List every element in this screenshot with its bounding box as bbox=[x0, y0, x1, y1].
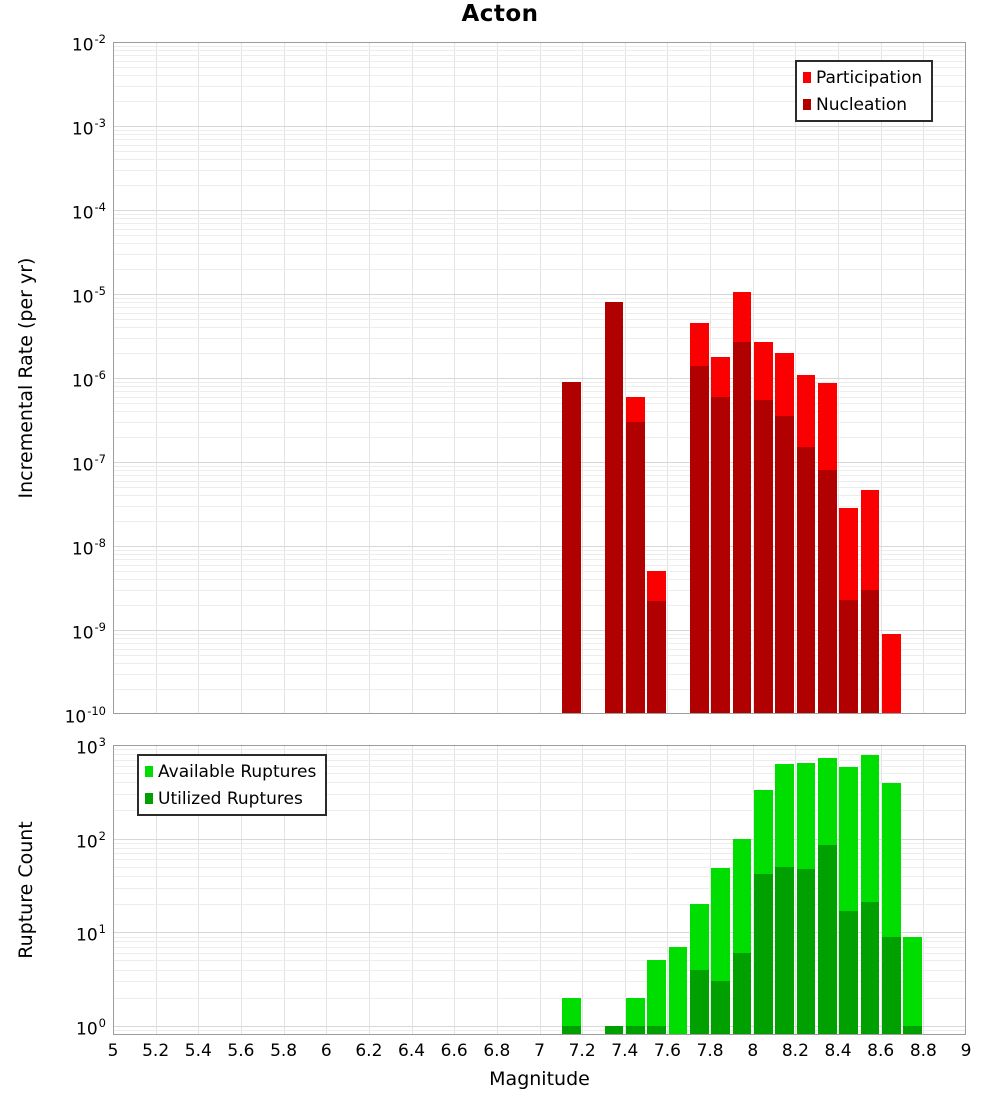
minor-gridline bbox=[114, 386, 965, 387]
y-tick-exponent: 2 bbox=[98, 828, 106, 843]
y-tick-exponent: -8 bbox=[94, 536, 106, 550]
y-tick-label bbox=[26, 449, 106, 477]
minor-gridline bbox=[114, 998, 965, 999]
minor-gridline bbox=[114, 159, 965, 160]
minor-gridline bbox=[114, 579, 965, 580]
vertical-gridline bbox=[412, 746, 413, 1034]
minor-gridline bbox=[114, 571, 965, 572]
utilized-ruptures-swatch-icon bbox=[145, 793, 153, 804]
minor-gridline bbox=[114, 981, 965, 982]
y-tick-label bbox=[26, 197, 106, 225]
nucleation-swatch-icon bbox=[803, 99, 811, 110]
y-tick-label bbox=[26, 701, 106, 729]
x-tick-label: 5.6 bbox=[227, 1041, 255, 1061]
top-legend bbox=[795, 60, 933, 122]
utilized-ruptures-bar bbox=[733, 953, 752, 1034]
nucleation-bar bbox=[647, 601, 666, 713]
utilized-ruptures-bar bbox=[861, 902, 880, 1034]
chart-title: Acton bbox=[461, 1, 539, 27]
minor-gridline bbox=[114, 904, 965, 905]
x-tick-label: 8.4 bbox=[824, 1041, 852, 1061]
y-tick-exponent: -4 bbox=[94, 200, 106, 214]
minor-gridline bbox=[114, 223, 965, 224]
participation-swatch-icon bbox=[803, 72, 811, 83]
y-tick-label bbox=[26, 617, 106, 645]
minor-gridline bbox=[114, 565, 965, 566]
minor-gridline bbox=[114, 302, 965, 303]
y-tick-exponent: -7 bbox=[94, 452, 106, 466]
nucleation-bar bbox=[775, 416, 794, 713]
minor-gridline bbox=[114, 937, 965, 938]
y-tick-exponent: -9 bbox=[94, 620, 106, 634]
minor-gridline bbox=[114, 506, 965, 507]
minor-gridline bbox=[114, 843, 965, 844]
x-tick-label: 9 bbox=[960, 1041, 972, 1061]
y-tick-exponent: 0 bbox=[98, 1015, 106, 1030]
y-tick-base: 10 bbox=[71, 287, 94, 308]
bottom-legend bbox=[137, 754, 327, 816]
legend-label-nucleation: Nucleation bbox=[816, 94, 908, 115]
y-tick-base: 10 bbox=[71, 203, 94, 224]
x-tick-label: 5 bbox=[107, 1041, 119, 1061]
legend-label-utilized-ruptures: Utilized Ruptures bbox=[158, 788, 303, 809]
utilized-ruptures-bar bbox=[754, 874, 773, 1034]
top-y-axis-title: Incremental Rate (per yr) bbox=[15, 257, 37, 499]
minor-gridline bbox=[114, 353, 965, 354]
minor-gridline bbox=[114, 397, 965, 398]
vertical-gridline bbox=[497, 746, 498, 1034]
y-tick-exponent: -2 bbox=[94, 32, 106, 46]
available-ruptures-bar bbox=[903, 937, 922, 1034]
minor-gridline bbox=[114, 649, 965, 650]
minor-gridline bbox=[114, 50, 965, 51]
minor-gridline bbox=[114, 550, 965, 551]
utilized-ruptures-bar bbox=[775, 867, 794, 1034]
vertical-gridline bbox=[582, 746, 583, 1034]
major-gridline bbox=[114, 932, 965, 933]
utilized-ruptures-bar bbox=[797, 869, 816, 1034]
vertical-gridline bbox=[454, 746, 455, 1034]
nucleation-bar bbox=[797, 447, 816, 713]
utilized-ruptures-bar bbox=[711, 981, 730, 1034]
y-tick-base: 10 bbox=[64, 707, 87, 728]
minor-gridline bbox=[114, 422, 965, 423]
legend-item-available-ruptures bbox=[145, 758, 316, 785]
x-tick-label: 6.6 bbox=[440, 1041, 468, 1061]
y-tick-label bbox=[26, 919, 106, 947]
y-tick-exponent: 1 bbox=[98, 922, 106, 937]
y-tick-base: 10 bbox=[71, 371, 94, 392]
minor-gridline bbox=[114, 170, 965, 171]
available-ruptures-swatch-icon bbox=[145, 766, 153, 777]
utilized-ruptures-bar bbox=[562, 1026, 581, 1034]
x-tick-label: 8.2 bbox=[781, 1041, 809, 1061]
major-gridline bbox=[114, 546, 965, 547]
x-tick-label: 5.4 bbox=[184, 1041, 212, 1061]
vertical-gridline bbox=[369, 746, 370, 1034]
minor-gridline bbox=[114, 307, 965, 308]
nucleation-bar bbox=[754, 400, 773, 713]
minor-gridline bbox=[114, 235, 965, 236]
y-tick-label bbox=[26, 281, 106, 309]
minor-gridline bbox=[114, 134, 965, 135]
minor-gridline bbox=[114, 391, 965, 392]
minor-gridline bbox=[114, 663, 965, 664]
minor-gridline bbox=[114, 145, 965, 146]
minor-gridline bbox=[114, 55, 965, 56]
major-gridline bbox=[114, 839, 965, 840]
y-tick-base: 10 bbox=[76, 1019, 98, 1040]
x-tick-label: 8 bbox=[747, 1041, 759, 1061]
minor-gridline bbox=[114, 475, 965, 476]
legend-item-participation bbox=[803, 64, 922, 91]
minor-gridline bbox=[114, 643, 965, 644]
y-tick-label bbox=[26, 113, 106, 141]
x-tick-label: 7.6 bbox=[653, 1041, 681, 1061]
x-tick-label: 5.2 bbox=[142, 1041, 170, 1061]
major-gridline bbox=[114, 126, 965, 127]
y-tick-exponent: -5 bbox=[94, 284, 106, 298]
legend-label-available-ruptures: Available Ruptures bbox=[158, 761, 317, 782]
minor-gridline bbox=[114, 521, 965, 522]
minor-gridline bbox=[114, 634, 965, 635]
minor-gridline bbox=[114, 254, 965, 255]
x-tick-label: 8.6 bbox=[867, 1041, 895, 1061]
minor-gridline bbox=[114, 214, 965, 215]
utilized-ruptures-bar bbox=[818, 845, 837, 1034]
major-gridline bbox=[114, 1026, 965, 1027]
x-tick-label: 8.8 bbox=[909, 1041, 937, 1061]
y-tick-label bbox=[26, 365, 106, 393]
minor-gridline bbox=[114, 327, 965, 328]
minor-gridline bbox=[114, 749, 965, 750]
x-axis-title: Magnitude bbox=[489, 1068, 590, 1090]
minor-gridline bbox=[114, 130, 965, 131]
minor-gridline bbox=[114, 437, 965, 438]
available-ruptures-bar bbox=[669, 947, 688, 1034]
nucleation-bar bbox=[690, 366, 709, 713]
utilized-ruptures-bar bbox=[839, 911, 858, 1034]
y-tick-label bbox=[26, 533, 106, 561]
nucleation-bar bbox=[605, 302, 624, 713]
minor-gridline bbox=[114, 481, 965, 482]
minor-gridline bbox=[114, 674, 965, 675]
minor-gridline bbox=[114, 298, 965, 299]
minor-gridline bbox=[114, 243, 965, 244]
minor-gridline bbox=[114, 590, 965, 591]
utilized-ruptures-bar bbox=[605, 1026, 624, 1034]
x-tick-label: 6.8 bbox=[483, 1041, 511, 1061]
y-tick-base: 10 bbox=[76, 832, 98, 853]
minor-gridline bbox=[114, 338, 965, 339]
minor-gridline bbox=[114, 953, 965, 954]
utilized-ruptures-bar bbox=[903, 1026, 922, 1034]
x-tick-label: 7 bbox=[534, 1041, 545, 1061]
vertical-gridline bbox=[540, 746, 541, 1034]
x-tick-label: 5.8 bbox=[270, 1041, 298, 1061]
minor-gridline bbox=[114, 554, 965, 555]
minor-gridline bbox=[114, 495, 965, 496]
available-ruptures-bar bbox=[647, 960, 666, 1034]
vertical-gridline bbox=[625, 746, 626, 1034]
nucleation-bar bbox=[626, 422, 645, 713]
y-tick-exponent: 3 bbox=[98, 735, 106, 749]
minor-gridline bbox=[114, 229, 965, 230]
minor-gridline bbox=[114, 867, 965, 868]
vertical-gridline bbox=[923, 746, 924, 1034]
minor-gridline bbox=[114, 655, 965, 656]
minor-gridline bbox=[114, 403, 965, 404]
x-tick-label: 7.2 bbox=[568, 1041, 596, 1061]
major-gridline bbox=[114, 294, 965, 295]
y-tick-base: 10 bbox=[71, 35, 94, 56]
major-gridline bbox=[114, 630, 965, 631]
minor-gridline bbox=[114, 947, 965, 948]
top-chart-plot-area bbox=[113, 42, 966, 714]
legend-label-participation: Participation bbox=[816, 67, 923, 88]
y-tick-base: 10 bbox=[76, 738, 98, 759]
minor-gridline bbox=[114, 269, 965, 270]
y-tick-base: 10 bbox=[76, 925, 98, 946]
y-tick-exponent: -3 bbox=[94, 116, 106, 130]
nucleation-bar bbox=[861, 590, 880, 713]
x-tick-label: 7.8 bbox=[696, 1041, 724, 1061]
minor-gridline bbox=[114, 487, 965, 488]
utilized-ruptures-bar bbox=[882, 937, 901, 1034]
nucleation-bar bbox=[818, 470, 837, 713]
y-tick-exponent: -10 bbox=[87, 704, 106, 718]
minor-gridline bbox=[114, 638, 965, 639]
minor-gridline bbox=[114, 876, 965, 877]
nucleation-bar bbox=[733, 342, 752, 713]
legend-item-nucleation bbox=[803, 91, 922, 118]
x-tick-label: 6.2 bbox=[355, 1041, 383, 1061]
utilized-ruptures-bar bbox=[690, 970, 709, 1034]
x-tick-label: 7.4 bbox=[611, 1041, 639, 1061]
minor-gridline bbox=[114, 941, 965, 942]
x-tick-label: 6.4 bbox=[398, 1041, 426, 1061]
utilized-ruptures-bar bbox=[626, 1026, 645, 1034]
y-tick-label bbox=[26, 1013, 106, 1041]
nucleation-bar bbox=[711, 397, 730, 713]
minor-gridline bbox=[114, 46, 965, 47]
legend-item-utilized-ruptures bbox=[145, 785, 316, 812]
major-gridline bbox=[114, 210, 965, 211]
minor-gridline bbox=[114, 559, 965, 560]
participation-bar bbox=[882, 634, 901, 713]
minor-gridline bbox=[114, 888, 965, 889]
minor-gridline bbox=[114, 960, 965, 961]
minor-gridline bbox=[114, 382, 965, 383]
minor-gridline bbox=[114, 218, 965, 219]
minor-gridline bbox=[114, 185, 965, 186]
y-tick-label bbox=[26, 732, 106, 760]
minor-gridline bbox=[114, 605, 965, 606]
major-gridline bbox=[114, 462, 965, 463]
minor-gridline bbox=[114, 313, 965, 314]
utilized-ruptures-bar bbox=[647, 1026, 666, 1034]
minor-gridline bbox=[114, 970, 965, 971]
y-tick-base: 10 bbox=[71, 119, 94, 140]
minor-gridline bbox=[114, 470, 965, 471]
minor-gridline bbox=[114, 151, 965, 152]
y-tick-label bbox=[26, 29, 106, 57]
y-tick-exponent: -6 bbox=[94, 368, 106, 382]
minor-gridline bbox=[114, 466, 965, 467]
minor-gridline bbox=[114, 139, 965, 140]
nucleation-bar bbox=[839, 600, 858, 713]
nucleation-bar bbox=[562, 382, 581, 713]
minor-gridline bbox=[114, 853, 965, 854]
minor-gridline bbox=[114, 848, 965, 849]
y-tick-label bbox=[26, 826, 106, 854]
minor-gridline bbox=[114, 411, 965, 412]
minor-gridline bbox=[114, 1030, 965, 1031]
major-gridline bbox=[114, 378, 965, 379]
y-tick-base: 10 bbox=[71, 539, 94, 560]
minor-gridline bbox=[114, 859, 965, 860]
bottom-y-axis-title: Rupture Count bbox=[15, 821, 37, 959]
minor-gridline bbox=[114, 319, 965, 320]
y-tick-base: 10 bbox=[71, 455, 94, 476]
y-tick-base: 10 bbox=[71, 623, 94, 644]
x-tick-label: 6 bbox=[320, 1041, 332, 1061]
minor-gridline bbox=[114, 689, 965, 690]
